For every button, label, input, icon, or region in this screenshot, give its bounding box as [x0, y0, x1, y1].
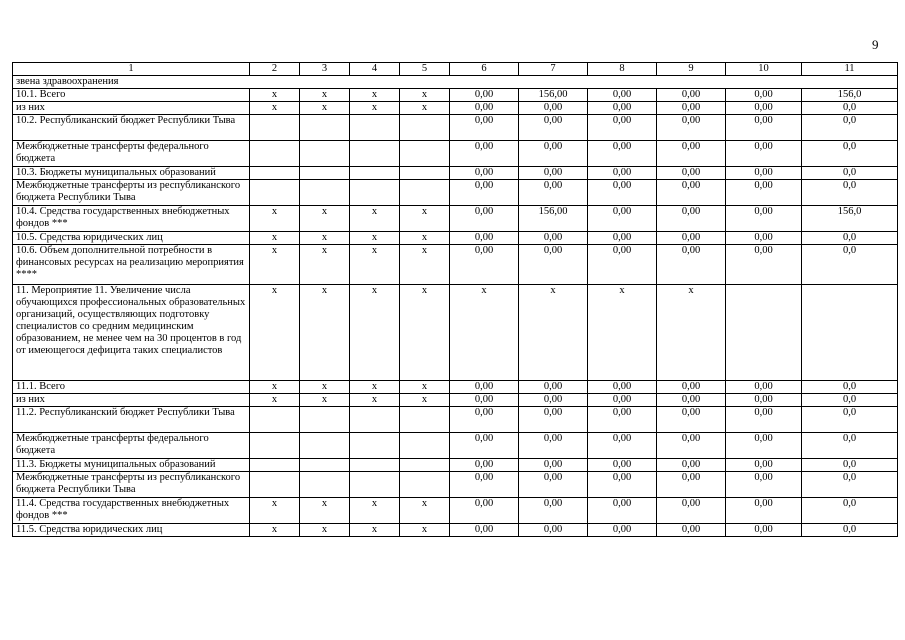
- table-cell: 0,0: [802, 167, 898, 180]
- table-cell: [400, 115, 450, 141]
- table-cell: 0,0: [802, 245, 898, 285]
- table-cell: 0,00: [450, 180, 519, 206]
- table-cell: 0,0: [802, 232, 898, 245]
- table-cell: 0,0: [802, 433, 898, 459]
- table-cell: х: [250, 394, 300, 407]
- table-cell: 0,00: [726, 498, 802, 524]
- table-cell: 0,0: [802, 141, 898, 167]
- row-label: 10.5. Средства юридических лиц: [13, 232, 250, 245]
- col-header: 3: [300, 63, 350, 76]
- table-cell: 0,00: [657, 524, 726, 537]
- table-cell: х: [250, 232, 300, 245]
- table-cell: х: [350, 245, 400, 285]
- col-header: 7: [519, 63, 588, 76]
- table-cell: [400, 472, 450, 498]
- table-cell: 0,0: [802, 394, 898, 407]
- table-cell: 0,0: [802, 407, 898, 433]
- table-row: [13, 433, 898, 459]
- table-cell: 0,00: [519, 472, 588, 498]
- header-row: [13, 63, 898, 76]
- table-cell: 0,00: [657, 141, 726, 167]
- table-cell: 0,00: [588, 433, 657, 459]
- table-cell: х: [400, 89, 450, 102]
- table-cell: [350, 407, 400, 433]
- table-cell: 0,00: [450, 102, 519, 115]
- row-label: звена здравоохранения: [13, 76, 898, 89]
- row-label: из них: [13, 394, 250, 407]
- row-label: 10.2. Республиканский бюджет Республики Тыва: [13, 115, 250, 141]
- table-cell: 0,00: [450, 89, 519, 102]
- table-cell: 0,0: [802, 498, 898, 524]
- table-cell: [350, 472, 400, 498]
- table-cell: 0,00: [657, 498, 726, 524]
- table-cell: 0,0: [802, 459, 898, 472]
- table-cell: [400, 180, 450, 206]
- table-cell: 0,00: [519, 232, 588, 245]
- table-cell: 0,00: [657, 102, 726, 115]
- table-cell: 0,00: [588, 206, 657, 232]
- table-cell: х: [250, 89, 300, 102]
- table-cell: 0,00: [588, 141, 657, 167]
- table-cell: 0,00: [726, 524, 802, 537]
- table-cell: 0,00: [519, 407, 588, 433]
- table-cell: 0,00: [450, 407, 519, 433]
- table-row: [13, 167, 898, 180]
- row-label: 10.6. Объем дополнительной потребности в финансовых ресурсах на реализацию мероприятия ****: [13, 245, 250, 285]
- table-cell: 0,00: [657, 232, 726, 245]
- table-cell: 0,00: [588, 115, 657, 141]
- table-cell: 0,00: [588, 472, 657, 498]
- table-cell: 0,00: [519, 141, 588, 167]
- table-cell: х: [350, 524, 400, 537]
- table-cell: х: [400, 498, 450, 524]
- table-row: [13, 524, 898, 537]
- table-cell: х: [350, 381, 400, 394]
- table-cell: х: [250, 245, 300, 285]
- table-cell: х: [400, 206, 450, 232]
- table-cell: х: [350, 206, 400, 232]
- table-cell: 0,00: [450, 141, 519, 167]
- table-cell: 0,00: [588, 381, 657, 394]
- table-row: [13, 76, 898, 89]
- col-header: 5: [400, 63, 450, 76]
- table-cell: х: [400, 381, 450, 394]
- table-cell: х: [350, 89, 400, 102]
- table-cell: 0,00: [588, 89, 657, 102]
- col-header: 1: [13, 63, 250, 76]
- table-cell: [250, 167, 300, 180]
- table-cell: [400, 141, 450, 167]
- table-cell: [300, 180, 350, 206]
- table-cell: 0,00: [726, 381, 802, 394]
- table-cell: [300, 407, 350, 433]
- table-cell: х: [588, 285, 657, 381]
- table-row: [13, 180, 898, 206]
- row-label: Межбюджетные трансферты из республиканского бюджета Республики Тыва: [13, 472, 250, 498]
- table-cell: 0,00: [657, 459, 726, 472]
- table-cell: 0,00: [519, 115, 588, 141]
- table-row: [13, 472, 898, 498]
- table-cell: х: [250, 524, 300, 537]
- table-cell: [350, 433, 400, 459]
- table-cell: 0,00: [450, 115, 519, 141]
- table-cell: х: [350, 394, 400, 407]
- table-cell: 0,00: [726, 245, 802, 285]
- table-cell: х: [350, 498, 400, 524]
- budget-table: [12, 62, 898, 537]
- table-cell: х: [300, 102, 350, 115]
- table-cell: 0,0: [802, 381, 898, 394]
- table-cell: 0,00: [657, 206, 726, 232]
- table-cell: х: [250, 206, 300, 232]
- table-cell: 0,00: [450, 472, 519, 498]
- table-cell: [300, 433, 350, 459]
- table-body: [13, 76, 898, 537]
- table-cell: х: [400, 232, 450, 245]
- table-cell: 0,00: [657, 381, 726, 394]
- table-row: [13, 381, 898, 394]
- table-cell: 0,00: [726, 167, 802, 180]
- table-cell: х: [300, 498, 350, 524]
- table-cell: х: [519, 285, 588, 381]
- table-cell: [250, 407, 300, 433]
- table-cell: 0,00: [519, 102, 588, 115]
- row-label: 11.5. Средства юридических лиц: [13, 524, 250, 537]
- row-label: 10.3. Бюджеты муниципальных образований: [13, 167, 250, 180]
- table-cell: 0,00: [450, 381, 519, 394]
- table-cell: [400, 433, 450, 459]
- table-cell: 0,00: [450, 394, 519, 407]
- table-cell: х: [300, 206, 350, 232]
- table-cell: х: [250, 102, 300, 115]
- table-cell: 0,00: [726, 206, 802, 232]
- table-cell: [250, 459, 300, 472]
- table-cell: 0,00: [519, 498, 588, 524]
- table-cell: х: [350, 232, 400, 245]
- row-label: 11.3. Бюджеты муниципальных образований: [13, 459, 250, 472]
- table-cell: [350, 115, 400, 141]
- table-cell: [250, 472, 300, 498]
- row-label: 11. Мероприятие 11. Увеличение числа обучающихся профессиональных образовательных организаций, осуществляющих подготовку специалистов со средним медицинским образованием, не менее чем на 30 процентов в год от имеющегося дефицита таких специалистов: [13, 285, 250, 381]
- table-cell: 0,00: [726, 407, 802, 433]
- table-cell: х: [450, 285, 519, 381]
- table-cell: х: [400, 102, 450, 115]
- table-cell: 0,00: [588, 459, 657, 472]
- table-cell: х: [300, 245, 350, 285]
- table-cell: 0,00: [519, 394, 588, 407]
- table-cell: [726, 285, 802, 381]
- row-label: 11.1. Всего: [13, 381, 250, 394]
- table-cell: 0,00: [519, 459, 588, 472]
- col-header: 2: [250, 63, 300, 76]
- table-row: [13, 285, 898, 381]
- table-cell: [802, 285, 898, 381]
- table-cell: 0,00: [450, 232, 519, 245]
- table-cell: 0,0: [802, 180, 898, 206]
- table-cell: х: [300, 394, 350, 407]
- table-cell: х: [250, 381, 300, 394]
- table-cell: х: [400, 285, 450, 381]
- table-cell: 0,00: [588, 167, 657, 180]
- table-cell: 0,00: [588, 232, 657, 245]
- table-cell: [400, 459, 450, 472]
- table-cell: 0,00: [726, 115, 802, 141]
- table-cell: х: [657, 285, 726, 381]
- col-header: 9: [657, 63, 726, 76]
- table-cell: [300, 167, 350, 180]
- table-cell: х: [350, 285, 400, 381]
- table-cell: 156,0: [802, 89, 898, 102]
- table-cell: [350, 459, 400, 472]
- table-cell: [300, 459, 350, 472]
- table-cell: 0,00: [726, 394, 802, 407]
- table-cell: 0,00: [519, 167, 588, 180]
- table-cell: [250, 115, 300, 141]
- table-cell: 0,00: [657, 407, 726, 433]
- row-label: Межбюджетные трансферты федерального бюджета: [13, 141, 250, 167]
- table-cell: х: [300, 285, 350, 381]
- table-cell: [350, 180, 400, 206]
- table-cell: 0,00: [450, 433, 519, 459]
- table-cell: 0,00: [726, 180, 802, 206]
- table-cell: [400, 407, 450, 433]
- page-number: 9: [872, 37, 879, 52]
- table-cell: [250, 141, 300, 167]
- table-cell: х: [250, 285, 300, 381]
- row-label: 11.4. Средства государственных внебюджетных фондов ***: [13, 498, 250, 524]
- table-cell: 0,00: [726, 472, 802, 498]
- table-cell: 0,00: [519, 381, 588, 394]
- table-cell: 0,00: [519, 524, 588, 537]
- table-row: [13, 394, 898, 407]
- col-header: 11: [802, 63, 898, 76]
- table-cell: 0,0: [802, 472, 898, 498]
- table-cell: 0,00: [588, 180, 657, 206]
- table-cell: [300, 141, 350, 167]
- table-cell: 0,00: [588, 498, 657, 524]
- table-cell: 0,00: [726, 89, 802, 102]
- table-cell: 0,00: [519, 433, 588, 459]
- row-label: Межбюджетные трансферты федерального бюджета: [13, 433, 250, 459]
- col-header: 4: [350, 63, 400, 76]
- table-cell: 0,00: [657, 433, 726, 459]
- table-cell: 0,00: [657, 394, 726, 407]
- row-label: 10.4. Средства государственных внебюджетных фондов ***: [13, 206, 250, 232]
- table-row: [13, 232, 898, 245]
- row-label: 11.2. Республиканский бюджет Республики Тыва: [13, 407, 250, 433]
- table-cell: 0,00: [726, 102, 802, 115]
- table-cell: 0,00: [726, 141, 802, 167]
- table-cell: 0,00: [657, 167, 726, 180]
- table-cell: 0,00: [588, 394, 657, 407]
- table-cell: 0,00: [657, 245, 726, 285]
- table-cell: [400, 167, 450, 180]
- table-cell: 0,00: [657, 472, 726, 498]
- table-cell: 0,00: [726, 232, 802, 245]
- table-cell: 0,0: [802, 524, 898, 537]
- table-cell: [250, 180, 300, 206]
- table-cell: 0,0: [802, 115, 898, 141]
- row-label: Межбюджетные трансферты из республиканского бюджета Республики Тыва: [13, 180, 250, 206]
- table-cell: [300, 472, 350, 498]
- table-cell: [350, 167, 400, 180]
- table-cell: 0,00: [450, 167, 519, 180]
- table-cell: 0,0: [802, 102, 898, 115]
- table-cell: 0,00: [588, 407, 657, 433]
- table-row: [13, 498, 898, 524]
- table-cell: 0,00: [519, 245, 588, 285]
- table-cell: 0,00: [450, 206, 519, 232]
- col-header: 10: [726, 63, 802, 76]
- table-cell: х: [300, 524, 350, 537]
- table-row: [13, 141, 898, 167]
- table-cell: х: [400, 394, 450, 407]
- table-row: [13, 245, 898, 285]
- table-cell: [250, 433, 300, 459]
- table-cell: х: [300, 232, 350, 245]
- table-cell: 156,00: [519, 206, 588, 232]
- table-cell: х: [350, 102, 400, 115]
- table-cell: х: [300, 89, 350, 102]
- table-cell: х: [400, 245, 450, 285]
- col-header: 8: [588, 63, 657, 76]
- table-cell: 156,00: [519, 89, 588, 102]
- table-cell: 0,00: [726, 433, 802, 459]
- table-cell: 0,00: [657, 180, 726, 206]
- table-row: [13, 206, 898, 232]
- table-row: [13, 89, 898, 102]
- row-label: 10.1. Всего: [13, 89, 250, 102]
- table-cell: х: [300, 381, 350, 394]
- table-cell: 0,00: [588, 245, 657, 285]
- table-cell: [300, 115, 350, 141]
- table-row: [13, 115, 898, 141]
- table-row: [13, 102, 898, 115]
- table-cell: 0,00: [726, 459, 802, 472]
- table-cell: 0,00: [450, 524, 519, 537]
- table-cell: 0,00: [588, 524, 657, 537]
- table-cell: 156,0: [802, 206, 898, 232]
- table-cell: [350, 141, 400, 167]
- table-cell: х: [400, 524, 450, 537]
- col-header: 6: [450, 63, 519, 76]
- table-row: [13, 459, 898, 472]
- table-cell: 0,00: [588, 102, 657, 115]
- table-cell: 0,00: [450, 459, 519, 472]
- table-cell: 0,00: [657, 115, 726, 141]
- table-cell: 0,00: [450, 245, 519, 285]
- table-cell: 0,00: [519, 180, 588, 206]
- table-cell: 0,00: [657, 89, 726, 102]
- table-cell: х: [250, 498, 300, 524]
- table-cell: 0,00: [450, 498, 519, 524]
- table-row: [13, 407, 898, 433]
- row-label: из них: [13, 102, 250, 115]
